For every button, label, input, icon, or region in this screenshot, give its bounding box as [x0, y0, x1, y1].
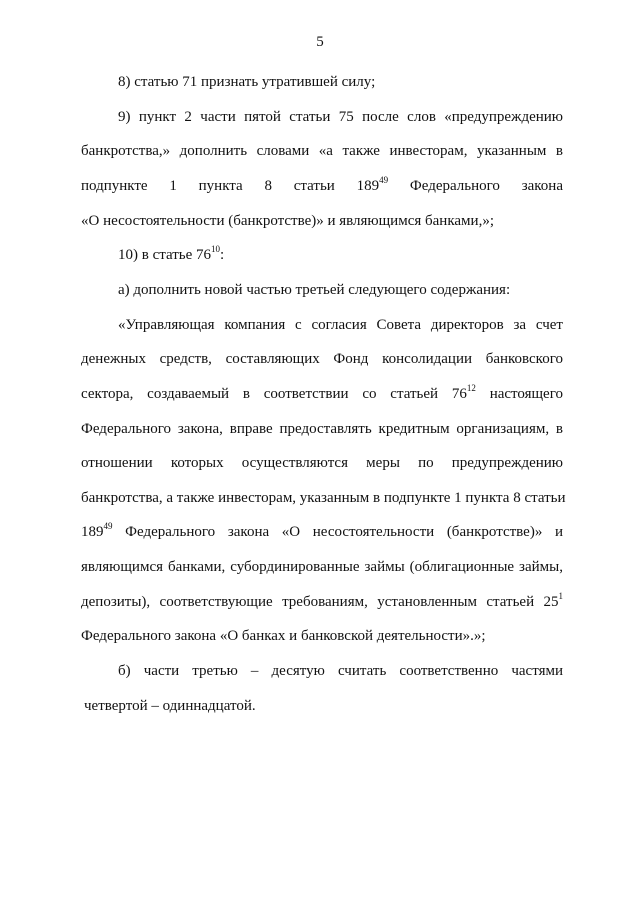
quote-line-1: «Управляющая компания с согласия Совета директоров за счет — [118, 317, 563, 333]
superscript-49-b: 49 — [103, 521, 113, 531]
page-number: 5 — [316, 34, 324, 50]
superscript-1: 1 — [558, 591, 563, 601]
quote-line-7-text: Федерального закона «О несостоятельности (банкротстве)» и — [112, 524, 563, 540]
quote-line-8: являющимся банками, субординированные займы (облигационные займы, — [81, 559, 563, 575]
quote-line-10: Федерального закона «О банках и банковской деятельности».»; — [81, 628, 486, 644]
quote-line-3 — [81, 384, 563, 404]
item-9-line-1: 9) пункт 2 части пятой статьи 75 после слов «предупреждению — [118, 109, 563, 125]
quote-line-3-text: сектора, создаваемый в соответствии со статьей 76 — [81, 386, 467, 402]
superscript-10: 10 — [211, 244, 221, 254]
item-9-line-3-tail: Федерального закона — [388, 178, 563, 194]
quote-line-7 — [81, 522, 563, 542]
quote-line-6: банкротства, а также инвесторам, указанным в подпункте 1 пункта 8 статьи — [81, 490, 566, 506]
item-10-text: 10) в статье 76 — [118, 247, 212, 263]
quote-line-3-tail: настоящего — [475, 386, 563, 402]
item-9-line-3-text: подпункте 1 пункта 8 статьи 189 — [81, 178, 380, 194]
subitem-a-line: а) дополнить новой частью третьей следующего содержания: — [118, 282, 511, 298]
item-10-colon: : — [220, 247, 225, 263]
item-8-line: 8) статью 71 признать утратившей силу; — [118, 74, 376, 90]
quote-line-2: денежных средств, составляющих Фонд консолидации банковского — [81, 351, 563, 367]
item-10-line — [118, 245, 563, 265]
quote-line-9-text: депозиты), соответствующие требованиям, установленным статьей 25 — [81, 594, 559, 610]
quote-line-4: Федерального закона, вправе предоставлять кредитным организациям, в — [81, 421, 563, 437]
quote-line-5: отношении которых осуществляются меры по предупреждению — [81, 455, 563, 471]
quote-line-7-num: 189 — [81, 524, 104, 540]
quote-line-9 — [81, 592, 563, 612]
subitem-b-line-1: б) части третью – десятую считать соответственно частями — [118, 663, 563, 679]
subitem-b-line-2: четвертой – одиннадцатой. — [84, 698, 256, 714]
item-9-line-2: банкротства,» дополнить словами «а также инвесторам, указанным в — [81, 143, 563, 159]
item-9-line-3 — [81, 176, 563, 196]
item-9-line-4: «О несостоятельности (банкротстве)» и являющимся банками,»; — [81, 213, 494, 229]
superscript-12: 12 — [466, 383, 476, 393]
superscript-49: 49 — [379, 175, 389, 185]
